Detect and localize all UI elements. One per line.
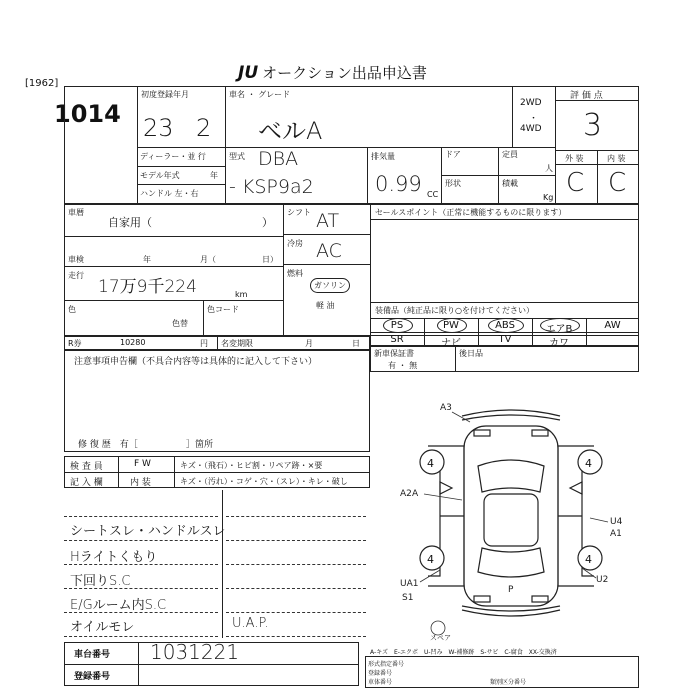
shift-label: シフト xyxy=(287,208,311,217)
recycle-amount: 10280 xyxy=(120,338,146,347)
car-name-label: 車名 ・ グレード xyxy=(229,90,291,99)
cc-unit: CC xyxy=(427,190,439,199)
tag-p: P xyxy=(508,585,514,595)
capacity-label: 定員 xyxy=(502,150,518,159)
int-items: キズ・（汚れ）・コゲ・穴・（スレ）・キレ・破し xyxy=(180,477,348,486)
model-year-unit: 年 xyxy=(210,171,218,180)
top-block xyxy=(64,86,639,204)
car-diagram xyxy=(400,396,625,642)
int-grade: C xyxy=(608,168,627,198)
ext-label: 外 装 xyxy=(565,154,584,163)
equip-ps: PS xyxy=(390,320,404,331)
color-change-label: 色替 xyxy=(172,319,188,328)
warranty-label: 新車保証書 xyxy=(374,349,414,358)
use-label: 車暦 xyxy=(68,208,84,217)
vin-value: 1031221 xyxy=(150,640,240,664)
repair-close: ］箇所 xyxy=(186,440,214,450)
equip-navi: ナビ xyxy=(441,338,461,349)
shift-value: AT xyxy=(316,210,340,232)
ext-grade: C xyxy=(566,168,585,198)
inspection-month-unit: 月（ xyxy=(200,255,216,264)
dealer-label: ディーラー・並 行 xyxy=(140,152,206,161)
reg-number-label: 登録番号 xyxy=(74,672,111,682)
legend-row2: 登録番号 xyxy=(368,670,393,677)
wd-dot: ・ xyxy=(529,114,539,124)
first-reg-label: 初度登録年月 xyxy=(141,90,189,99)
form-title: JU オークション出品申込書 xyxy=(238,63,427,83)
equip-aw: AW xyxy=(604,320,621,331)
load-label: 積載 xyxy=(502,179,518,188)
ac-label: 冷房 xyxy=(287,239,303,248)
use-close: ） xyxy=(262,216,273,229)
equip-abs: ABS xyxy=(495,320,515,331)
fuel-label: 燃料 xyxy=(287,269,303,278)
reg-year: 23 xyxy=(143,114,174,142)
ac-value: AC xyxy=(316,240,342,262)
tag-u2: U2 xyxy=(596,575,609,585)
km-unit: km xyxy=(235,290,248,299)
equip-tv: TV xyxy=(498,334,512,345)
recycle-label: R券 xyxy=(68,339,82,348)
use-value: 自家用（ xyxy=(108,216,152,229)
code-label: [1962] xyxy=(25,78,59,89)
model-label: 型式 xyxy=(229,152,245,161)
inspection-year-unit: 年 xyxy=(143,255,151,264)
handle-label: ハンドル 左・右 xyxy=(140,189,199,198)
name-change-month: 月 xyxy=(305,339,313,348)
inspection-day-unit: 日） xyxy=(262,255,278,264)
wheel-mark-rl: 4 xyxy=(427,553,434,566)
fuel-diesel: 軽 油 xyxy=(316,301,335,310)
lot-number: 1014 xyxy=(54,100,121,128)
fw-label: F W xyxy=(134,459,151,469)
note-line-1: シートスレ・ハンドルスレ xyxy=(70,524,226,539)
equip-circle-pw xyxy=(437,318,467,333)
note-line-4: E/Gルーム内S.C xyxy=(70,598,167,613)
wheel-mark-fl: 4 xyxy=(427,457,434,470)
repair-label: 修 復 歴 有［ xyxy=(78,440,138,450)
4wd-label: 4WD xyxy=(520,124,542,134)
2wd-label: 2WD xyxy=(520,98,542,108)
note-line-2: Hライトくもり xyxy=(70,550,158,565)
rating-label: 評 価 点 xyxy=(570,91,603,101)
note-line-3: 下回りS.C xyxy=(70,574,131,589)
rating-value: 3 xyxy=(583,108,603,143)
equip-airbag: エアB xyxy=(545,324,573,335)
entry-label: 記 入 欄 xyxy=(70,478,103,488)
tag-u4: U4 xyxy=(610,517,623,527)
equip-leather: カワ xyxy=(549,338,569,349)
person-unit: 人 xyxy=(545,164,553,173)
tag-a: A xyxy=(412,489,419,499)
color-code-label: 色コード xyxy=(207,305,239,314)
vin-label: 車台番号 xyxy=(74,650,111,660)
legend-row4: 類別区分番号 xyxy=(490,679,527,686)
color-label: 色 xyxy=(68,305,76,314)
notes-label: 注意事項申告欄（不具合内容等は具体的に記入して下さい） xyxy=(74,357,318,367)
reg-month: 2 xyxy=(196,114,212,142)
equip-circle-airbag xyxy=(540,318,580,333)
int-label: 内 装 xyxy=(607,154,626,163)
equip-pw: PW xyxy=(443,320,459,331)
note-line-5: オイルモレ xyxy=(70,620,135,635)
equip-circle-abs xyxy=(488,318,524,333)
note-line-6: U.A.P. xyxy=(232,616,269,631)
door-label: ドア xyxy=(445,150,461,159)
recycle-yen: 円 xyxy=(200,339,208,348)
model-code: - KSP9a2 xyxy=(229,176,314,198)
displacement-label: 排気量 xyxy=(371,152,395,161)
equip-circle-ps xyxy=(383,318,413,333)
warranty-value: 有 ・ 無 xyxy=(388,361,418,370)
tag-ua1: UA1 xyxy=(400,579,419,589)
legend-row3: 車体番号 xyxy=(368,679,393,686)
after-label: 後日品 xyxy=(459,349,483,358)
inspector-label: 検 査 員 xyxy=(70,462,103,472)
tag-a1: A1 xyxy=(610,529,622,539)
displacement: 0.99 xyxy=(375,172,422,196)
tag-spare: スペア xyxy=(430,634,451,642)
wheel-mark-rr: 4 xyxy=(585,553,592,566)
model-year-label: モデル年式 xyxy=(140,171,180,180)
kg-unit: Kg xyxy=(543,193,554,202)
ju-logo: JU xyxy=(238,63,259,83)
model-prefix: DBA xyxy=(258,148,299,170)
car-name: ベルA xyxy=(258,117,323,145)
equip-sr: SR xyxy=(390,334,404,345)
tag-s1: S1 xyxy=(402,593,414,603)
fuel-gas: ガソリン xyxy=(310,278,350,293)
legend-symbols: A-キズ E-エクボ U-凹み W-補修跡 S-サビ C-腐食 XX-交換済 xyxy=(370,649,557,656)
legend-row1: 形式指定番号 xyxy=(368,661,405,668)
wheel-mark-fr: 4 xyxy=(585,457,592,470)
equipment-label: 装備品（純正品に限り○を付けてください） xyxy=(375,306,534,315)
mileage-value: 17万9千224 xyxy=(98,277,197,297)
inspection-label: 車検 xyxy=(68,255,84,264)
shape-label: 形状 xyxy=(445,179,461,188)
name-change-label: 名変期限 xyxy=(221,339,253,348)
tag-a3: A3 xyxy=(440,403,452,413)
fw-items: キズ・（飛石）・ヒビ割・リペア跡・×要 xyxy=(180,461,323,470)
interior-label: 内 装 xyxy=(130,478,151,488)
tag-a2: A2 xyxy=(400,489,412,499)
mileage-label: 走行 xyxy=(68,271,84,280)
sales-point-label: セールスポイント（正常に機能するものに限ります） xyxy=(375,208,567,217)
name-change-day: 日 xyxy=(352,339,360,348)
